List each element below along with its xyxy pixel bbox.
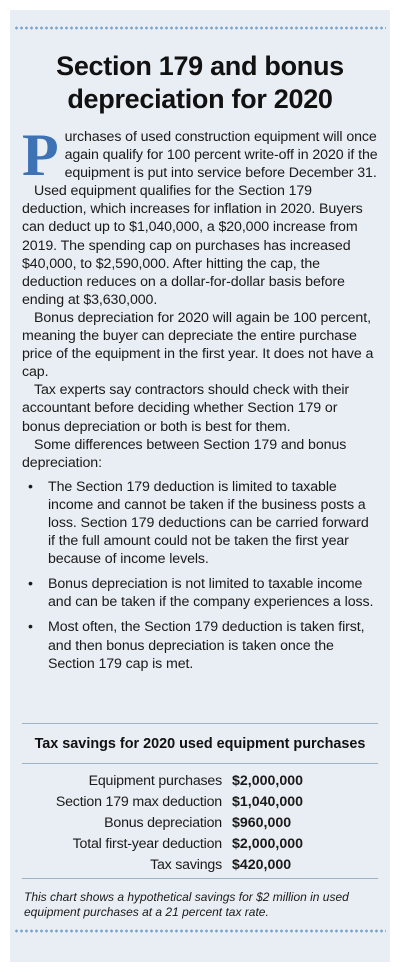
list-item: • The Section 179 deduction is limited to taxable income and cannot be taken if the business posts a loss. Section 179 deductions can be carried forward if the full amount could not be taken the first year because of income levels.	[22, 478, 378, 568]
row-value: $420,000	[232, 857, 292, 873]
table-row	[0, 771, 400, 792]
bottom-dotted-rule	[14, 928, 386, 934]
article-body	[22, 122, 378, 680]
table-row	[0, 855, 400, 876]
row-label: Bonus depreciation	[104, 815, 222, 831]
row-value: $2,000,000	[232, 836, 304, 852]
row-value: $2,000,000	[232, 773, 304, 789]
list-item: • Most often, the Section 179 deduction is taken first, and then bonus depreciation is taken once the Section 179 cap is met.	[22, 618, 378, 672]
table-row	[0, 834, 400, 855]
row-label: Section 179 max deduction	[55, 794, 222, 810]
lead-text: urchases of used construction equipment will once again qualify for 100 percent write-off in 2020 if the equipment is put into service before December 31.	[64, 129, 378, 182]
table-top-rule	[22, 723, 378, 724]
row-label: Total first-year deduction	[72, 836, 222, 852]
paragraph-bonus: Bonus depreciation for 2020 will again be 100 percent, meaning the buyer can depreciate the entire purchase price of the equipment in the first year. It does not have a cap.	[22, 309, 374, 381]
lead-paragraph	[22, 122, 378, 188]
table-row	[0, 813, 400, 834]
paragraph-inflation: Used equipment qualifies for the Section 179 deduction, which increases for inflation in 2020. Buyers can deduct up to $1,040,000, a $20,000 increase from 2019. The spending cap on purchases has increased $40,000, to $2,590,000. After hitting the cap, the deduction reduces on a dollar-for-dollar basis before ending at $3,630,000.	[22, 183, 363, 308]
savings-table	[0, 771, 400, 876]
top-dotted-rule	[14, 25, 386, 31]
row-label: Equipment purchases	[88, 773, 222, 789]
table-header-rule	[22, 763, 378, 764]
caption-rule	[22, 878, 378, 879]
row-value: $1,040,000	[232, 794, 304, 810]
table-title: Tax savings for 2020 used equipment purchases	[34, 736, 366, 752]
table-row	[0, 792, 400, 813]
headline: Section 179 and bonus depreciation for 2020	[56, 51, 344, 114]
differences-list	[22, 478, 378, 673]
row-label: Tax savings	[150, 857, 222, 873]
drop-cap: P	[22, 122, 59, 188]
list-item: • Bonus depreciation is not limited to taxable income and can be taken if the company experiences a loss.	[22, 575, 378, 611]
table-caption: This chart shows a hypothetical savings for $2 million in used equipment purchases at a 21 percent tax rate.	[24, 890, 349, 919]
row-value: $960,000	[232, 815, 292, 831]
paragraph-experts: Tax experts say contractors should check with their accountant before deciding whether Section 179 or bonus depreciation or both is best for them.	[22, 382, 350, 435]
paragraph-differences: Some differences between Section 179 and bonus depreciation:	[22, 436, 347, 471]
